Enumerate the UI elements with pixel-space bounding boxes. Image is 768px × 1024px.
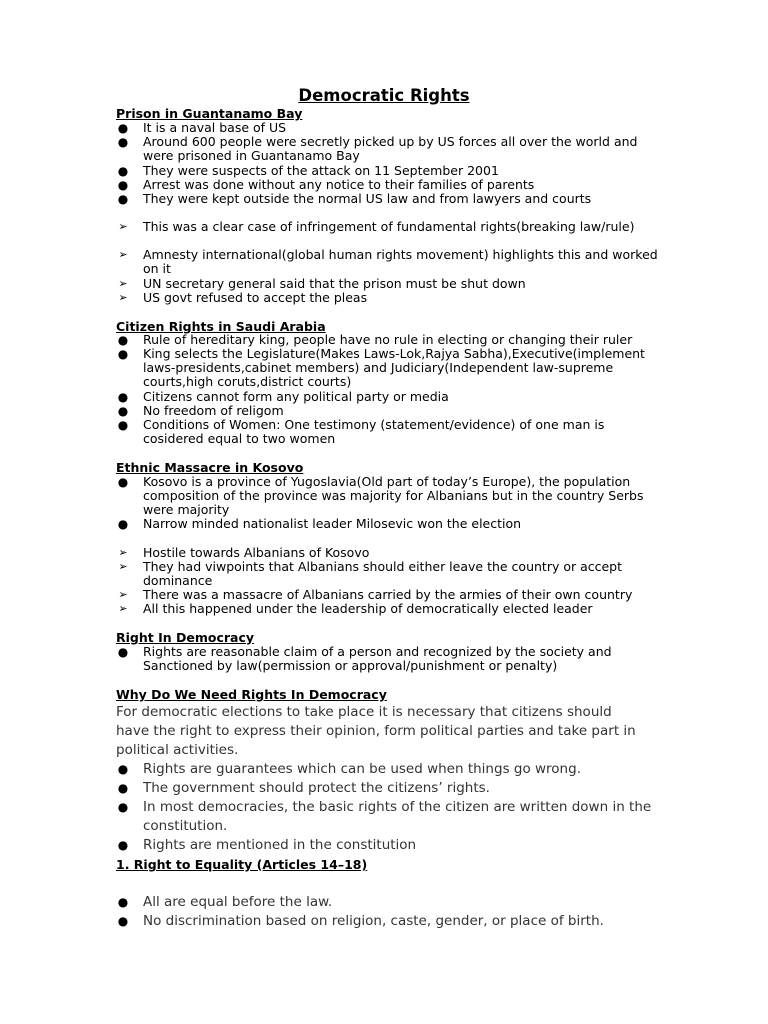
- arrow-bullet-icon: ➢: [118, 248, 128, 261]
- bullet-icon: ●: [117, 645, 129, 659]
- arrow-bullet-icon: ➢: [118, 277, 128, 290]
- list-item: ● Citizens cannot form any political party or media: [143, 390, 663, 404]
- heading-equality: 1. Right to Equality (Articles 14–18): [116, 857, 368, 872]
- list-item: ● No freedom of religom: [143, 404, 663, 418]
- bullet-icon: ●: [117, 895, 129, 909]
- list-item: ● The government should protect the citizens’ rights.: [143, 779, 663, 798]
- bullet-icon: ●: [117, 781, 129, 795]
- heading-guantanamo: Prison in Guantanamo Bay: [116, 106, 303, 121]
- list-item: ● They were suspects of the attack on 11 September 2001: [143, 164, 663, 178]
- arrow-bullet-icon: ➢: [118, 588, 128, 601]
- list-item: ➢ Amnesty international(global human rights movement) highlights this and worked on it: [143, 248, 663, 276]
- list-item: ● Conditions of Women: One testimony (statement/evidence) of one man is cosidered equal to two women: [143, 418, 663, 446]
- list-item: ● Arrest was done without any notice to their families of parents: [143, 178, 663, 192]
- bullet-icon: ●: [117, 418, 129, 432]
- bullet-icon: ●: [117, 800, 129, 814]
- list-item: ● Rights are mentioned in the constitution: [143, 836, 663, 855]
- bullet-icon: ●: [117, 121, 129, 135]
- list-item: ● Rule of hereditary king, people have no rule in electing or changing their ruler: [143, 333, 663, 347]
- bullet-icon: ●: [117, 390, 129, 404]
- arrow-bullet-icon: ➢: [118, 291, 128, 304]
- list-item: ● It is a naval base of US: [143, 121, 663, 135]
- arrow-bullet-icon: ➢: [118, 220, 128, 233]
- heading-why-rights: Why Do We Need Rights In Democracy: [116, 687, 387, 702]
- heading-saudi: Citizen Rights in Saudi Arabia: [116, 319, 326, 334]
- list-item: ➢ Hostile towards Albanians of Kosovo: [143, 546, 663, 560]
- list-item: ● Rights are reasonable claim of a person and recognized by the society and Sanctioned by law(permission or approval/punishment or penalty): [143, 645, 663, 673]
- bullet-icon: ●: [117, 517, 129, 531]
- bullet-icon: ●: [117, 164, 129, 178]
- bullet-icon: ●: [117, 192, 129, 206]
- paragraph: For democratic elections to take place it is necessary that citizens should have the right to express their opinion, form political parties and take part in political activities.: [116, 704, 636, 758]
- bullet-icon: ●: [117, 914, 129, 928]
- arrow-bullet-icon: ➢: [118, 602, 128, 615]
- list-item: ● Around 600 people were secretly picked up by US forces all over the world and were prisoned in Guantanamo Bay: [143, 135, 663, 163]
- list-item: ● All are equal before the law.: [143, 893, 663, 912]
- list-item: ● They were kept outside the normal US law and from lawyers and courts: [143, 192, 663, 206]
- bullet-icon: ●: [117, 333, 129, 347]
- bullet-icon: ●: [117, 404, 129, 418]
- heading-right-democracy: Right In Democracy: [116, 630, 255, 645]
- bullet-icon: ●: [117, 135, 129, 149]
- list-item: ➢ This was a clear case of infringement of fundamental rights(breaking law/rule): [143, 220, 663, 234]
- list-item: ➢ There was a massacre of Albanians carried by the armies of their own country: [143, 588, 663, 602]
- page-title: Democratic Rights: [298, 86, 470, 105]
- bullet-icon: ●: [117, 475, 129, 489]
- bullet-icon: ●: [117, 838, 129, 852]
- bullet-icon: ●: [117, 347, 129, 361]
- bullet-icon: ●: [117, 178, 129, 192]
- list-item: ➢ UN secretary general said that the prison must be shut down: [143, 277, 663, 291]
- list-item: ➢ All this happened under the leadership of democratically elected leader: [143, 602, 663, 616]
- list-item: ➢ They had viwpoints that Albanians should either leave the country or accept dominance: [143, 560, 663, 588]
- arrow-bullet-icon: ➢: [118, 560, 128, 573]
- list-item: ● No discrimination based on religion, caste, gender, or place of birth.: [143, 912, 663, 931]
- list-item: ● In most democracies, the basic rights of the citizen are written down in the constitution.: [143, 798, 663, 836]
- list-item: ● Kosovo is a province of Yugoslavia(Old part of today’s Europe), the population composition of the province was majority for Albanians but in the country Serbs were majority: [143, 475, 663, 518]
- heading-kosovo: Ethnic Massacre in Kosovo: [116, 460, 304, 475]
- list-item: ● Rights are guarantees which can be used when things go wrong.: [143, 760, 663, 779]
- arrow-bullet-icon: ➢: [118, 546, 128, 559]
- list-item: ● King selects the Legislature(Makes Laws-Lok,Rajya Sabha),Executive(implement laws-presidents,cabinet members) and Judiciary(Independent law-supreme courts,high coruts,district courts): [143, 347, 663, 390]
- list-item: ➢ US govt refused to accept the pleas: [143, 291, 663, 305]
- bullet-icon: ●: [117, 762, 129, 776]
- list-item: ● Narrow minded nationalist leader Milosevic won the election: [143, 517, 663, 531]
